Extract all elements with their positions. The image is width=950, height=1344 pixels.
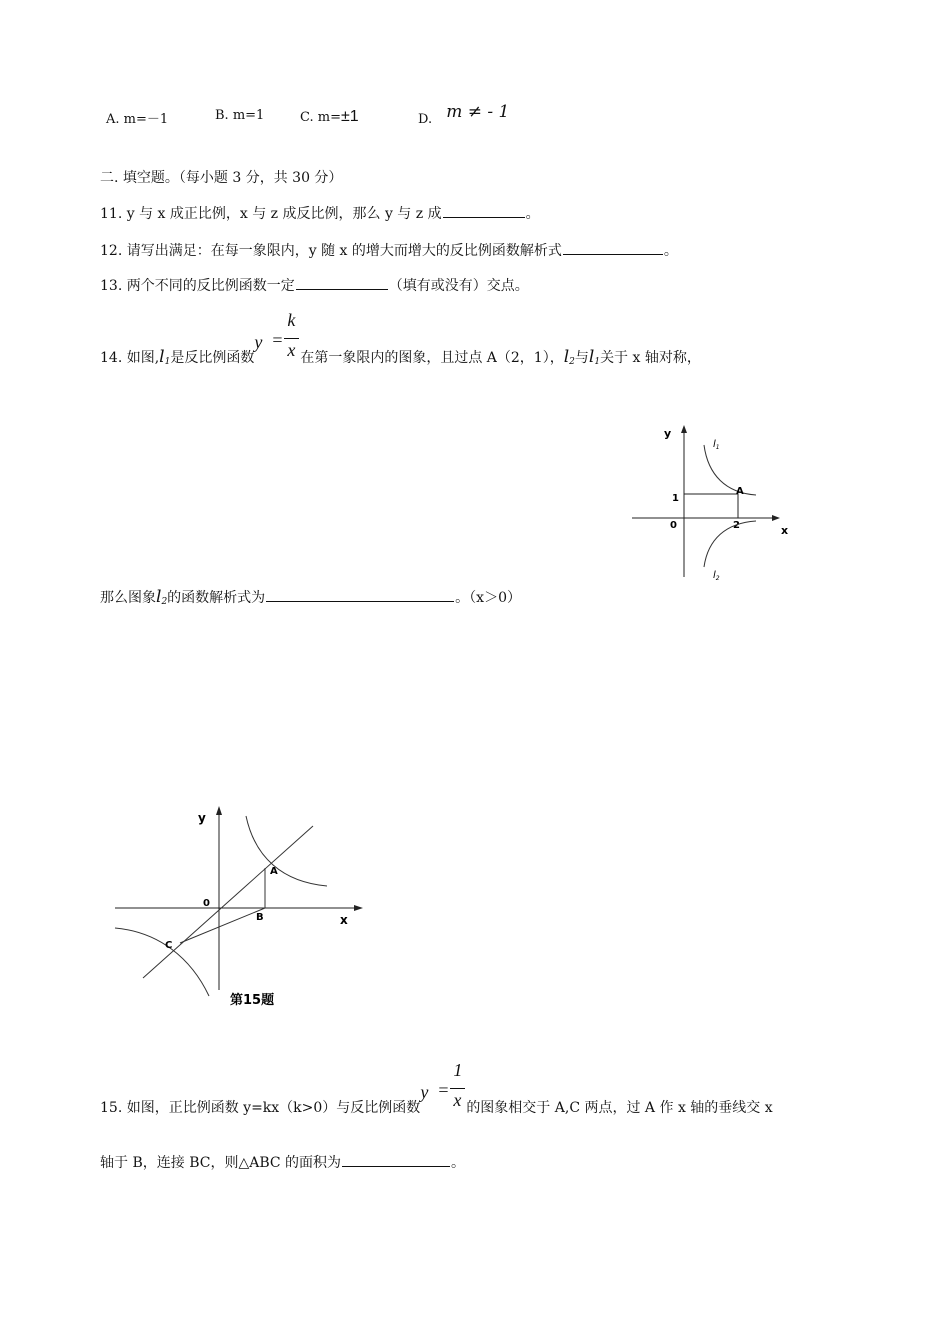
fig14-guide-lines [684,494,738,518]
l2-symbol: $l_2$ [563,347,575,367]
fraction-1-over-x: y = 1 x [420,1060,466,1116]
question-13-text: 13. 两个不同的反比例函数一定 [100,278,295,294]
question-11 [100,203,540,223]
question-14-text-b: 在第一象限内的图象，且过点 A（2，1）， [300,350,564,366]
fig14-label-l1: $l_1$ [713,439,720,451]
question-11-text: 11. y 与 x 成正比例，x 与 z 成反比例，那么 y 与 z 成 [100,206,442,222]
answer-blank-11[interactable] [443,203,525,218]
fig14-origin: 0 [670,520,677,531]
fig15-caption: 第15题 [230,993,275,1008]
fig14-point-a: A [736,486,744,497]
option-c [300,108,359,126]
answer-blank-15[interactable] [342,1152,450,1167]
figure-14 [620,415,800,590]
fig15-point-b: B [256,912,264,923]
fig15-x-arrow [354,905,363,911]
fig14-curve-l2 [704,521,756,567]
question-15-line-2 [100,1152,465,1172]
l2-symbol-b: $l_2$ [156,587,168,607]
question-15-end: 。 [451,1155,466,1171]
option-d-label: D. [418,112,433,127]
fig15-segment-bc [180,908,265,943]
question-12-text: 12. 请写出满足：在每一象限内，y 随 x 的增大而增大的反比例函数解析式 [100,243,562,259]
fig15-curve-q3 [115,928,209,996]
fig14-x-label: x [781,524,789,537]
question-14-lead: 14. 如图, [100,350,160,366]
question-12-end: 。 [663,243,678,259]
l1-symbol-b: $l_1$ [588,347,601,367]
option-d [418,102,510,127]
question-11-end: 。 [525,206,540,222]
fig14-tick-2: 2 [733,520,740,531]
fig14-y-arrow [681,425,687,433]
fig15-point-a: A [270,866,278,877]
option-c-value: ±1 [340,108,359,125]
fig15-point-c: C [165,940,173,951]
l1-symbol: $l_1$ [159,347,171,367]
answer-blank-12[interactable] [563,240,663,255]
fraction-k-over-x: y = k x [254,310,300,366]
fig14-curve-l1 [704,445,756,495]
section-heading: 二. 填空题。（每小题 3 分，共 30 分） [100,170,343,186]
fig14-tick-1: 1 [672,493,679,504]
option-a: A. m=－1 [106,112,169,127]
answer-blank-13[interactable] [296,275,388,290]
fig14-y-label: y [664,427,672,440]
question-14-text-e: 那么图象 [100,590,156,606]
question-14-text-a: 是反比例函数 [170,350,255,366]
option-c-label: C. m= [300,110,341,125]
question-14-line-2 [100,587,521,607]
fig14-label-l2: $l_2$ [713,570,720,582]
question-14-text-f: 的函数解析式为 [167,590,266,606]
question-14-end: 。（x＞0） [455,590,521,606]
fig15-y-label: y [198,811,206,825]
question-15-text-a: 15. 如图，正比例函数 y=kx（k>0）与反比例函数 [100,1100,421,1116]
option-d-expr: m ≠ - 1 [446,102,510,122]
question-13 [100,275,529,295]
question-14 [100,310,701,367]
question-15 [100,1060,773,1117]
fig15-line-y-kx [143,826,313,978]
question-14-text-c: 与 [574,350,589,366]
question-15-text-b: 的图象相交于 A,C 两点，过 A 作 x 轴的垂线交 x [466,1100,773,1116]
fig14-x-arrow [772,515,780,521]
question-14-text-d: 关于 x 轴对称， [600,350,701,366]
question-15-text-c: 轴于 B，连接 BC，则△ABC 的面积为 [100,1155,342,1171]
answer-blank-14[interactable] [266,587,454,602]
question-13-end: （填有或没有）交点。 [388,278,529,294]
fig15-y-arrow [216,806,222,815]
fig15-origin: 0 [203,898,210,909]
question-12 [100,240,678,260]
option-b: B. m=1 [215,108,265,123]
fig15-x-label: x [340,913,348,927]
figure-15 [105,800,380,1010]
